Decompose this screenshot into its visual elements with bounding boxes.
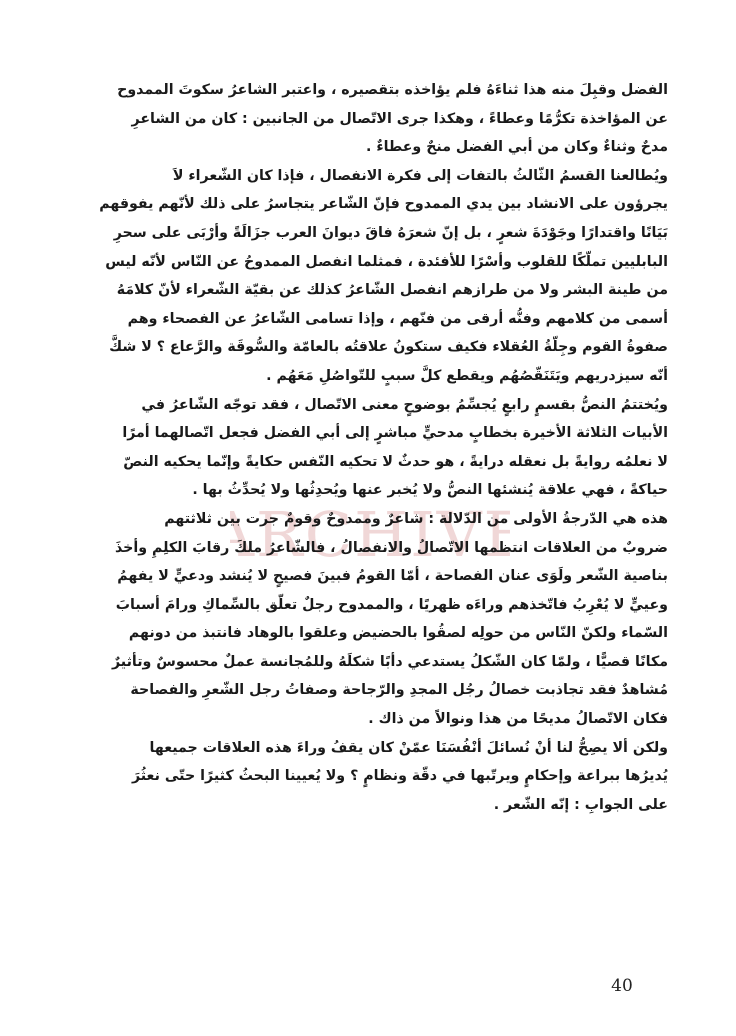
text-line: صفوةُ القوم وجِلّةُ العُقلاء فكيف ستكونُ علاقتُه بالعامّة والسُّوقَة والرَّعاع ؟ لا شكَّ — [109, 339, 668, 356]
page-number: 40 — [611, 976, 633, 996]
text-line: بناصية الشّعر ولَوَى عنان الفصاحة ، أمّا القومُ فبينَ فصيحٍ لا يُنشد ودعيٍّ لا يفهمُ — [117, 568, 668, 585]
text-line: السّماء ولكنّ النّاس من حولِه لصقُوا بالحضيض وعلقوا بالوهاد فانتبذ من دونهم — [128, 625, 668, 642]
text-line: يجرؤون على الانشاد بين يدي الممدوح فإنّ الشّاعر يتجاسرُ على ذلك لأنّهم يفوقهم — [99, 196, 668, 213]
text-line: لا نعلمُه روايةً بل نعقله درايةً ، هو حدثٌ لا تحكيه النّفس حكايةً وإنّما يحكيه النصّ — [123, 453, 668, 470]
svg-text:ARCHIVE: ARCHIVE — [230, 498, 510, 571]
text-line: وعييٍّ لا يُعْرِبُ فاتّخذهم وراءَه ظهريًا ، والممدوح رجلٌ تعلّق بالسِّماكِ ورامَ أسبابَ — [115, 596, 668, 613]
text-line: مكانًا قصيًّا ، ولمّا كان الشّكلُ يستدعي دأبًا شكلَهُ وللمُجانسة عملٌ محسوسٌ وتأثيرٌ — [111, 653, 668, 670]
text-line: بَيَانًا واقتدارًا وجَوْدَةَ شعرٍ ، بل إنّ شعرَهُ فاقَ ديوانَ العرب جزَالَةً وأرْبَى على سحرِ — [113, 224, 668, 241]
text-line: ويُطالعنا القسمُ الثّالثُ بالتفات إلى فكرة الانفصال ، فإذا كان الشّعراء لاَ — [172, 167, 668, 184]
text-line: عن المؤاخذة تكرُّمًا وعطاءً ، وهكذا جرى الاتّصال من الجانبين : كان من الشاعرِ — [131, 110, 668, 127]
text-line: ضروبٌ من العلاقات انتظمها الاتّصالُ والانفصالُ ، فالشّاعرُ ملكَ رقابَ الكلِمِ وأخذَ — [114, 539, 668, 556]
text-line: أنّه سيزدريهم ويَتَنَقّصُهُم ويقطع كلَّ سببٍ للتّواصُلِ مَعَهُم . — [266, 367, 668, 384]
text-line: هذه هي الدّرجةُ الأولى من الدّلالة : شاعرٌ وممدوحٌ وقومٌ جرت بين ثلاثتهم — [164, 510, 668, 527]
body-text — [68, 76, 668, 819]
text-line: ولكن ألا يصِحُّ لنا أنْ نُسائلَ أنْفُسَنَا عمّنْ كان يقفُ وراءَ هذه العلاقات جميعها — [149, 739, 668, 756]
text-line: يُديرُها ببراعة وإحكامٍ ويرتّبها في دقّة ونظامٍ ؟ ولا يُعيينا البحثُ كثيرًا حتّى نعثُرَ — [131, 768, 668, 785]
text-line: البابليين تملّكًا للقلوب وأسْرًا للأفئدة ، فمثلما انفصل الممدوحُ عن النّاس لأنّه ليس — [105, 253, 668, 270]
text-line: مدحٌ وثناءٌ وكان من أبي الفضل منحٌ وعطاءٌ . — [366, 139, 668, 156]
text-line: حياكةً ، فهي علاقة يُنشئها النصُّ ولا يُخبر عنها ويُحدِثُها ولا يُحدِّثُ بها . — [192, 482, 668, 499]
text-line: مُشاهدٌ فقد تجاذبت خصالُ رجُل المجدِ والرّجاحة وصفاتُ رجل الشّعرِ والفصاحة — [130, 682, 668, 699]
text-line: ويُختتمُ النصُّ بقسمٍ رابعٍ يُجسِّمُ بوضوحٍ معنى الاتّصال ، فقد توجّه الشّاعرُ في — [141, 396, 668, 413]
text-line: أسمى من كلامهم وفنُّه أرقى من فنّهم ، وإذا تسامى الشّاعرُ عن الفصحاء وهم — [127, 310, 668, 327]
text-line: فكان الاتّصالُ مديحًا من هذا ونوالاً من ذاك . — [368, 711, 668, 728]
text-line: من طينة البشر ولا من طرازهم انفصل الشّاعرُ كذلك عن بقيّة الشّعراء لأنّ كلامَهُ — [116, 282, 668, 299]
text-line: الفضل وقبِلَ منه هذا ثناءَهُ فلم يؤاخذه بتقصيره ، واعتبر الشاعرُ سكوتَ الممدوح — [117, 82, 668, 98]
text-line: على الجوابِ : إنّه الشّعر . — [493, 796, 668, 813]
text-line: الأبيات الثلاثة الأخيرة بخطابٍ مدحيٍّ مباشرٍ إلى أبي الفضل فجعل اتّصالهما أمرًا — [122, 425, 668, 442]
